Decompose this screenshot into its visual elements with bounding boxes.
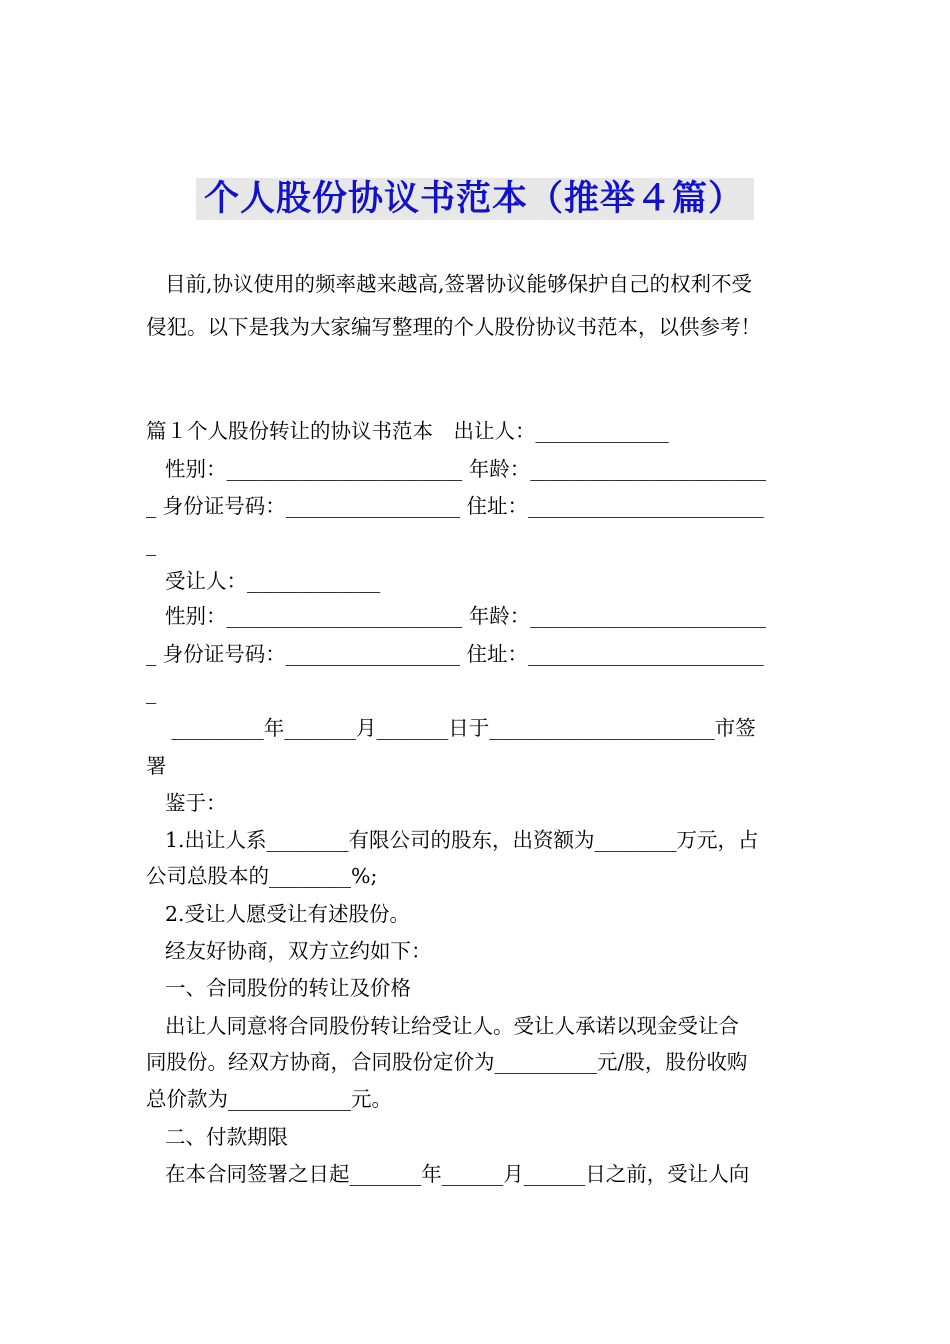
transferor-id-address: _ 身份证号码：_________________ 住址：_______________________ <box>146 494 764 518</box>
whereas-item-1-cont: 公司总股本的________%; <box>146 864 378 888</box>
agreement-intro: 经友好协商，双方立约如下： <box>165 939 432 963</box>
transferee-label: 受让人：_____________ <box>165 569 381 593</box>
transferor-address-cont: _ <box>146 532 157 556</box>
whereas-label: 鉴于： <box>165 791 227 815</box>
section-1-heading: 篇１个人股份转让的协议书范本 出让人：_____________ <box>146 419 669 443</box>
whereas-item-1: 1.出让人系________有限公司的股东，出资额为________万元，占 <box>165 828 759 852</box>
clause-1-line-3: 总价款为____________元。 <box>146 1087 392 1111</box>
clause-1-line-2: 同股份。经双方协商，合同股份定价为__________元/股，股份收购 <box>146 1050 748 1074</box>
signing-date-cont: 署 <box>146 754 167 778</box>
clause-1-line-1: 出让人同意将合同股份转让给受让人。受让人承诺以现金受让合 <box>165 1014 739 1038</box>
intro-line-2: 侵犯。以下是我为大家编写整理的个人股份协议书范本，以供参考！ <box>146 315 761 339</box>
transferor-gender-age: 性别：_______________________ 年龄：_______________________ <box>165 457 767 481</box>
intro-line-1: 目前,协议使用的频率越来越高,签署协议能够保护自己的权利不受 <box>165 272 753 296</box>
transferee-address-cont: _ <box>146 680 157 704</box>
whereas-item-2: 2.受让人愿受让有述股份。 <box>165 902 411 926</box>
signing-date-line: _________年_______月_______日于______________________市签 <box>165 716 756 740</box>
transferee-gender-age: 性别：_______________________ 年龄：_______________________ <box>165 604 767 628</box>
title-wrap <box>0 178 950 220</box>
clause-2-heading: 二、付款期限 <box>165 1125 288 1149</box>
clause-2-line-1: 在本合同签署之日起_______年______月______日之前，受让人向 <box>165 1162 750 1186</box>
transferee-id-address: _ 身份证号码：_________________ 住址：_______________________ <box>146 642 764 666</box>
document-title: 个人股份协议书范本（推举４篇） <box>196 178 754 220</box>
clause-1-heading: 一、合同股份的转让及价格 <box>165 976 411 1000</box>
